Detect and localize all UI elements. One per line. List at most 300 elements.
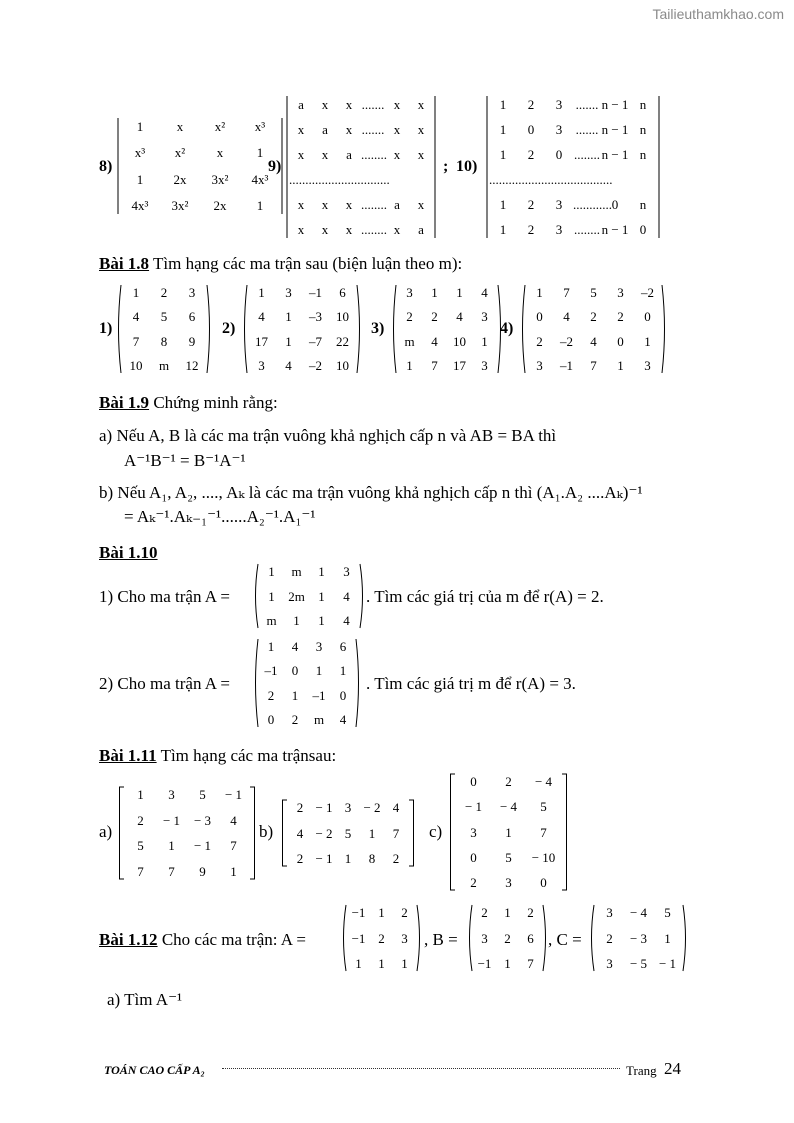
matrix-cell: 0 <box>555 147 563 162</box>
matrix-cells <box>122 284 206 374</box>
matrix-cell: − 1 <box>224 787 243 802</box>
left-bracket <box>281 799 288 867</box>
matrix-cell: 4 <box>343 613 350 628</box>
matrix-cell: 2 <box>137 812 144 828</box>
left-bracket <box>390 284 397 374</box>
matrix-cell: 1 <box>505 824 512 840</box>
problem-1-text-a: 1) Cho ma trận A = <box>99 587 230 606</box>
matrix-cell: ........ <box>361 197 387 212</box>
matrix-cell: 1 <box>617 357 624 373</box>
matrix-B <box>466 904 549 972</box>
matrix-cell: x <box>393 222 401 237</box>
separator: ; <box>443 158 449 175</box>
matrix-cell: x³ <box>254 119 266 134</box>
matrix-ellipsis-row: ...................................... <box>489 173 613 186</box>
matrix-cell: 2 <box>590 309 597 325</box>
matrix-cell: 3 <box>606 956 613 971</box>
matrix-cell: x <box>417 147 425 162</box>
matrix-cell: 22 <box>336 333 349 349</box>
matrix-cell: 4 <box>285 357 292 373</box>
matrix-cell: 0 <box>611 197 619 212</box>
left-bracket <box>241 284 248 374</box>
matrix-cell: 4 <box>296 825 304 841</box>
matrix-cell: 17 <box>453 357 466 373</box>
matrix-cell: m <box>266 613 277 628</box>
matrix-cell: –1 <box>560 357 573 373</box>
matrix-cell: 1 <box>406 357 413 373</box>
matrix-cell: n − 1 <box>601 222 629 237</box>
matrix-cell: − 4 <box>499 799 518 815</box>
matrix-cell: 3 <box>406 285 413 300</box>
matrix-cell: 1 <box>339 663 347 679</box>
matrix-cell: x <box>417 122 425 137</box>
matrix-cell: 3 <box>505 875 512 890</box>
matrix-cell: 1 <box>368 825 376 841</box>
matrix-cell: x <box>345 222 353 237</box>
heading-bai-1-9: Bài 1.9 <box>99 393 150 412</box>
matrix-cell: 4 <box>132 309 140 325</box>
matrix-1-10-1 <box>252 563 366 629</box>
page-number: 24 <box>664 1059 681 1078</box>
matrix-cell: 9 <box>188 333 196 349</box>
label-3: 3) <box>371 320 385 337</box>
matrix-cell: 5 <box>199 787 206 802</box>
matrix-cell: 2 <box>527 97 535 112</box>
matrix-cell: 1 <box>132 285 140 300</box>
matrix-cell: − 2 <box>363 800 381 815</box>
matrix-cell: 3 <box>188 285 196 300</box>
matrix-cell: 3 <box>344 800 352 815</box>
matrix-cell: a <box>298 97 304 112</box>
matrix-cells <box>125 786 249 880</box>
matrix-cell: 3 <box>606 905 613 920</box>
left-bracket <box>466 904 473 972</box>
matrix-cell: 0 <box>527 122 535 137</box>
matrix-cell: m <box>158 357 170 373</box>
section-1-8 <box>99 254 462 274</box>
question-a: a) Tìm A⁻¹ <box>107 990 183 1009</box>
matrix-cell: –2 <box>309 357 322 373</box>
matrix-cells <box>489 96 657 238</box>
matrix-cell: 5 <box>505 849 512 865</box>
matrix-cells <box>259 638 355 728</box>
label-4: 4) <box>500 320 514 337</box>
matrix-cell: n <box>639 122 647 137</box>
matrix-cell: 4 <box>481 285 488 300</box>
matrix-cell: n <box>639 147 647 162</box>
matrix-cell: 2m <box>288 588 305 604</box>
matrix-cell: 1 <box>268 588 275 604</box>
matrix-cell: x <box>216 145 224 161</box>
right-bracket <box>682 904 689 972</box>
matrix-cell: 0 <box>267 711 275 727</box>
matrix-cell: 0 <box>339 687 347 703</box>
matrix-cells <box>120 118 280 214</box>
matrix-cell: 2x <box>213 197 227 213</box>
matrix-cell: x <box>321 147 329 162</box>
label-9: 9) <box>268 158 282 175</box>
heading-bai-1-11: Bài 1.11 <box>99 746 157 765</box>
matrix-cell: ........ <box>361 147 387 162</box>
matrix-cell: 2 <box>470 875 477 890</box>
matrix-cell: 3 <box>315 639 323 654</box>
matrix-cell: 0 <box>470 849 477 865</box>
matrix-cell: 0 <box>540 875 547 890</box>
heading-bai-1-12: Bài 1.12 <box>99 930 158 949</box>
problem-2-text-b: . Tìm các giá trị m để r(A) = 3. <box>366 674 576 693</box>
matrix-cells <box>347 904 416 972</box>
matrix-cell: 3 <box>481 930 488 946</box>
matrix-cell: 7 <box>137 863 144 879</box>
matrix-cell: 1 <box>256 145 264 161</box>
left-bracket <box>252 563 259 629</box>
matrix-cell: − 2 <box>315 825 333 841</box>
item-b-line1: b) Nếu A₁, A₂, ...., Aₖ là các ma trận vuông khả nghịch cấp n thì (A₁.A₂ ....Aₖ)⁻¹ <box>99 483 643 502</box>
item-a-line1: a) Nếu A, B là các ma trận vuông khả nghịch cấp n và AB = BA thì <box>99 426 557 445</box>
matrix-cell: 1 <box>504 956 511 971</box>
matrix-cell: 2 <box>392 851 400 866</box>
matrix-cell: 17 <box>255 333 268 349</box>
matrix-1-10-2 <box>252 638 362 728</box>
watermark: Tailieuthamkhao.com <box>652 6 784 22</box>
matrix-cell: x <box>345 197 353 212</box>
matrix-cell: 4x³ <box>251 171 269 187</box>
right-bracket <box>657 96 661 238</box>
matrix-cell: x <box>321 222 329 237</box>
matrix-cell: n <box>639 197 647 212</box>
matrix-cell: x <box>345 97 353 112</box>
matrix-cell: 3 <box>555 122 563 137</box>
matrix-cell: x <box>297 147 305 162</box>
sep-b: , B = <box>424 930 458 949</box>
matrix-cell: 1 <box>644 333 651 349</box>
matrix-cells <box>259 563 359 629</box>
matrix-cells <box>473 904 542 972</box>
left-bracket <box>115 284 122 374</box>
matrix-cell: 6 <box>527 930 534 946</box>
matrix-cell: 1 <box>230 863 237 879</box>
matrix-cell: 1 <box>285 309 292 325</box>
matrix-cell: 2 <box>504 930 511 946</box>
matrix-cell: 6 <box>188 309 196 325</box>
heading-bai-1-10: Bài 1.10 <box>99 543 158 562</box>
matrix-cell: 1 <box>293 613 300 628</box>
matrix-cell: 2 <box>291 711 299 727</box>
matrix-1-11-b <box>281 799 415 867</box>
matrix-cell: 10 <box>453 333 466 349</box>
matrix-cells <box>526 284 661 374</box>
matrix-cell: x <box>417 97 425 112</box>
matrix-cell: ....... <box>361 122 385 137</box>
matrix-cell: 1 <box>318 613 325 628</box>
matrix-cell: − 1 <box>464 799 483 815</box>
matrix-cell: 7 <box>590 357 597 373</box>
matrix-cell: 3 <box>536 357 543 373</box>
matrix-1-8-1 <box>115 284 213 374</box>
matrix-cell: 2 <box>505 774 512 789</box>
matrix-cell: 0 <box>639 222 647 237</box>
matrix-cell: 1 <box>499 222 507 237</box>
matrix-cell: 1 <box>318 564 325 579</box>
right-bracket <box>661 284 668 374</box>
matrix-cell: 1 <box>499 122 507 137</box>
matrix-cell: −1 <box>477 956 492 971</box>
matrix-cell: 1 <box>344 851 352 866</box>
matrix-cell: 3 <box>617 285 624 300</box>
matrix-cell: 1 <box>291 687 299 703</box>
matrix-cell: 4 <box>431 333 438 349</box>
matrix-cells <box>456 773 561 891</box>
matrix-cell: 3x² <box>171 197 189 213</box>
matrix-cell: 4 <box>291 639 299 654</box>
right-bracket <box>433 96 437 238</box>
matrix-cell: 3 <box>481 357 488 373</box>
matrix-cell: 1 <box>315 663 323 679</box>
item-b-line2: = Aₖ⁻¹.Aₖ₋₁⁻¹......A₂⁻¹.A₁⁻¹ <box>124 507 316 526</box>
problem-1-text-b: . Tìm các giá trị của m để r(A) = 2. <box>366 587 604 606</box>
matrix-cell: 10 <box>336 309 349 325</box>
matrix-cell: − 3 <box>193 812 212 828</box>
matrix-cell: − 1 <box>162 812 181 828</box>
matrix-cell: ........ <box>361 222 387 237</box>
matrix-cell: 2 <box>406 309 413 325</box>
label-2: 2) <box>222 320 236 337</box>
matrix-cell: 4 <box>339 711 347 727</box>
matrix-cell: x² <box>174 145 186 161</box>
left-bracket <box>519 284 526 374</box>
left-bracket <box>118 786 125 880</box>
matrix-cell: 4 <box>456 309 463 325</box>
matrix-cell: x³ <box>134 145 146 161</box>
matrix-1-11-a <box>118 786 256 880</box>
footer-title: TOÁN CAO CẤP A₂ <box>104 1063 205 1077</box>
matrix-cell: 3 <box>401 930 408 946</box>
matrix-cell: 3 <box>168 787 175 802</box>
bai-1-11-text: Tìm hạng các ma trậnsau: <box>160 746 337 765</box>
matrix-ellipsis-row: ............................... <box>289 173 390 186</box>
right-bracket <box>416 904 423 972</box>
matrix-cell: 3 <box>285 285 292 300</box>
matrix-cell: 3 <box>644 357 651 373</box>
matrix-cell: 1 <box>318 588 325 604</box>
matrix-cell: 1 <box>536 285 543 300</box>
matrix-cell: 8 <box>368 851 376 866</box>
left-bracket <box>340 904 347 972</box>
matrix-cell: 3 <box>343 564 350 579</box>
matrix-cell: − 4 <box>534 774 553 789</box>
matrix-cell: 2x <box>173 171 187 187</box>
matrix-cell: 7 <box>527 956 534 971</box>
matrix-cell: 1 <box>137 787 144 802</box>
matrix-cell: 0 <box>617 333 624 349</box>
matrix-cell: –2 <box>560 333 573 349</box>
matrix-cell: –2 <box>641 285 654 300</box>
matrix-cell: 2 <box>527 197 535 212</box>
matrix-cell: 10 <box>129 357 143 373</box>
matrix-cell: a <box>418 222 424 237</box>
matrix-cell: a <box>394 197 400 212</box>
matrix-cell: 12 <box>185 357 199 373</box>
matrix-cell: 1 <box>256 197 264 213</box>
label-b: b) <box>259 822 274 841</box>
matrix-cells <box>397 284 497 374</box>
matrix-cell: 1 <box>378 956 385 971</box>
matrix-cell: 0 <box>644 309 651 325</box>
matrix-cell: 4 <box>563 309 570 325</box>
matrix-cell: 1 <box>504 905 511 920</box>
bai-1-12-text: Cho các ma trận: A = <box>161 930 306 949</box>
matrix-cell: 3x² <box>211 171 229 187</box>
matrix-cell: 2 <box>296 800 304 815</box>
matrix-cell: −1 <box>351 905 366 920</box>
matrix-cell: n − 1 <box>601 122 629 137</box>
matrix-cell: ....... <box>575 122 599 137</box>
heading-bai-1-8: Bài 1.8 <box>99 254 150 273</box>
matrix-A <box>340 904 423 972</box>
matrix-cell: 4 <box>343 588 350 604</box>
matrix-cell: 1 <box>401 956 408 971</box>
matrix-cell: –1 <box>264 663 278 679</box>
matrix-cell: 1 <box>499 147 507 162</box>
matrix-cell: 6 <box>339 285 346 300</box>
matrix-cell: 3 <box>470 824 477 840</box>
matrix-cell: − 3 <box>629 930 648 946</box>
matrix-cell: 1 <box>499 97 507 112</box>
item-a-line2: A⁻¹B⁻¹ = B⁻¹A⁻¹ <box>124 451 246 470</box>
matrix-cell: 1 <box>664 930 671 946</box>
matrix-cell: 4 <box>392 800 400 815</box>
matrix-cell: 8 <box>160 333 168 349</box>
matrix-cell: 4x³ <box>131 197 149 213</box>
matrix-cell: x <box>417 197 425 212</box>
matrix-cell: − 1 <box>658 956 677 971</box>
matrix-cell: x <box>321 97 329 112</box>
section-1-12 <box>99 930 306 950</box>
right-bracket <box>356 284 363 374</box>
matrix-cell: − 1 <box>315 800 333 815</box>
right-bracket <box>561 773 568 891</box>
matrix-cell: 0 <box>470 774 477 789</box>
matrix-cell: 1 <box>136 119 144 134</box>
sep-c: , C = <box>548 930 582 949</box>
label-a: a) <box>99 822 113 841</box>
matrix-cells <box>248 284 356 374</box>
matrix-cell: –7 <box>309 333 322 349</box>
matrix-cell: 2 <box>527 905 534 920</box>
matrix-cell: 1 <box>268 564 275 579</box>
matrix-cell: 1 <box>168 838 175 854</box>
right-bracket <box>249 786 256 880</box>
matrix-cell: 2 <box>481 905 488 920</box>
matrix-cell: 5 <box>664 905 671 920</box>
footer-trang-label: Trang <box>626 1063 657 1078</box>
problem-2-text-a: 2) Cho ma trận A = <box>99 674 230 693</box>
left-bracket <box>588 904 595 972</box>
matrix-cell: 2 <box>536 333 543 349</box>
matrix-cell: − 1 <box>193 838 212 854</box>
matrix-cell: x <box>176 119 184 134</box>
matrix-cell: –3 <box>309 309 322 325</box>
matrix-cell: 7 <box>132 333 140 349</box>
matrix-cell: − 5 <box>629 956 648 971</box>
matrix-1-8-2 <box>241 284 363 374</box>
matrix-cells <box>289 96 433 238</box>
matrix-cell: a <box>322 122 328 137</box>
left-bracket <box>449 773 456 891</box>
matrix-cell: 5 <box>344 825 352 841</box>
matrix-cell: − 10 <box>531 849 556 865</box>
label-10: 10) <box>456 158 478 175</box>
matrix-cell: 7 <box>431 357 438 373</box>
matrix-cell: 3 <box>555 222 563 237</box>
matrix-1-8-3 <box>390 284 504 374</box>
right-bracket <box>206 284 213 374</box>
matrix-cell: ....... <box>575 97 599 112</box>
matrix-cell: 7 <box>168 863 175 879</box>
matrix-cell: x <box>297 222 305 237</box>
matrix-cell: 2 <box>267 687 275 703</box>
section-1-9 <box>99 393 278 413</box>
matrix-cell: ............ <box>573 197 612 212</box>
matrix-cell: −1 <box>351 930 366 946</box>
matrix-cell: 4 <box>258 309 265 325</box>
matrix-cell: 7 <box>230 838 237 854</box>
matrix-cell: 1 <box>355 956 362 971</box>
matrix-cell: 7 <box>392 825 400 841</box>
label-8: 8) <box>99 158 113 175</box>
matrix-cell: 3 <box>555 97 563 112</box>
matrix-cell: 2 <box>527 147 535 162</box>
matrix-cell: 4 <box>590 333 597 349</box>
matrix-cell: 1 <box>285 333 292 349</box>
matrix-1-11-c <box>449 773 568 891</box>
footer-dotted-leader <box>222 1068 620 1069</box>
matrix-8 <box>116 118 284 214</box>
matrix-cell: 1 <box>258 285 265 300</box>
matrix-cell: 0 <box>536 309 543 325</box>
matrix-9 <box>285 96 437 238</box>
matrix-cell: − 4 <box>629 905 648 920</box>
matrix-cell: 7 <box>563 285 570 300</box>
matrix-cell: n <box>639 97 647 112</box>
matrix-cell: − 1 <box>315 851 333 866</box>
matrix-cell: 2 <box>401 905 408 920</box>
matrix-cell: 5 <box>137 838 144 854</box>
matrix-cell: x <box>321 197 329 212</box>
matrix-cell: 5 <box>160 309 168 325</box>
matrix-cell: 1 <box>499 197 507 212</box>
matrix-cell: 3 <box>555 197 563 212</box>
matrix-cell: a <box>346 147 352 162</box>
matrix-cell: –1 <box>309 285 322 300</box>
section-1-11 <box>99 746 336 766</box>
matrix-cell: 4 <box>230 812 237 828</box>
matrix-cell: ....... <box>361 97 385 112</box>
matrix-cell: x <box>297 197 305 212</box>
bai-1-9-text: Chứng minh rằng: <box>153 393 278 412</box>
matrix-cell: n − 1 <box>601 147 629 162</box>
matrix-cell: 9 <box>199 863 206 879</box>
matrix-cell: 5 <box>540 799 547 815</box>
matrix-cell: m <box>313 711 325 727</box>
matrix-cell: x <box>297 122 305 137</box>
matrix-cell: x <box>393 147 401 162</box>
right-bracket <box>355 638 362 728</box>
matrix-cell: 1 <box>136 171 144 187</box>
label-1: 1) <box>99 320 113 337</box>
matrix-cell: 1 <box>431 285 438 300</box>
matrix-cell: m <box>404 333 415 349</box>
